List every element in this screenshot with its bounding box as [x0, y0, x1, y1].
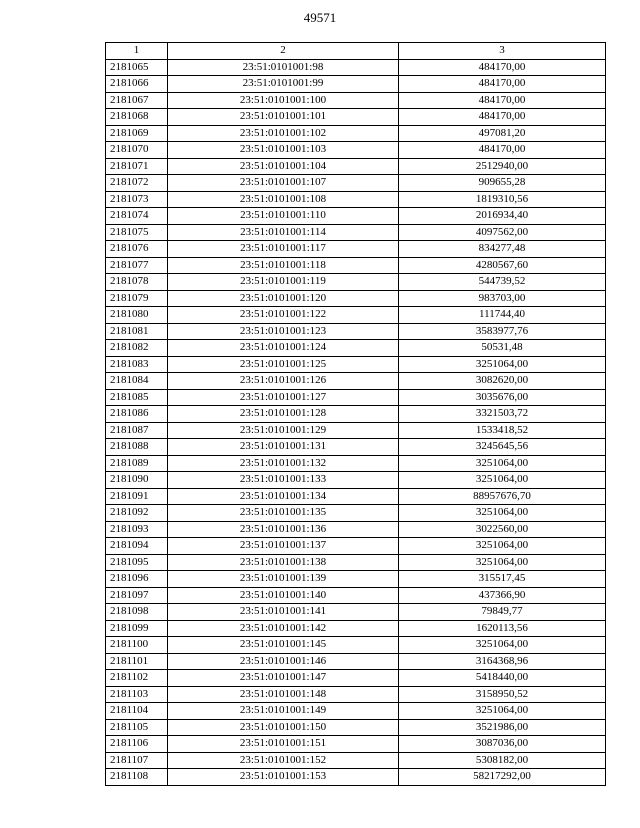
cadastral-number-cell: 23:51:0101001:119: [168, 274, 399, 291]
record-number-cell: 2181065: [106, 59, 168, 76]
record-number-cell: 2181080: [106, 307, 168, 324]
cadastral-number-cell: 23:51:0101001:101: [168, 109, 399, 126]
record-number-cell: 2181102: [106, 670, 168, 687]
record-number-cell: 2181083: [106, 356, 168, 373]
header-cell-2: 2: [168, 43, 399, 60]
page-number: 49571: [303, 10, 337, 25]
table-row: [106, 274, 606, 291]
table-row: [106, 307, 606, 324]
record-number-cell: 2181067: [106, 92, 168, 109]
record-number-cell: 2181086: [106, 406, 168, 423]
table-row: [106, 241, 606, 258]
cadastral-value-cell: 3583977,76: [399, 323, 606, 340]
record-number-cell: 2181106: [106, 736, 168, 753]
cadastral-value-cell: 3251064,00: [399, 637, 606, 654]
cadastral-value-cell: 3251064,00: [399, 505, 606, 522]
record-number-cell: 2181073: [106, 191, 168, 208]
header-cell-1: 1: [106, 43, 168, 60]
record-number-cell: 2181094: [106, 538, 168, 555]
cadastral-number-cell: 23:51:0101001:135: [168, 505, 399, 522]
table-row: [106, 703, 606, 720]
record-number-cell: 2181066: [106, 76, 168, 93]
cadastral-value-cell: 484170,00: [399, 59, 606, 76]
table-row: [106, 604, 606, 621]
cadastral-value-cell: 3251064,00: [399, 554, 606, 571]
table-row: [106, 175, 606, 192]
table-row: [106, 538, 606, 555]
table-row: [106, 257, 606, 274]
table-row: [106, 158, 606, 175]
cadastral-value-cell: 4280567,60: [399, 257, 606, 274]
record-number-cell: 2181103: [106, 686, 168, 703]
table-row: [106, 125, 606, 142]
record-number-cell: 2181084: [106, 373, 168, 390]
table-header: [106, 43, 606, 60]
cadastral-value-cell: 2016934,40: [399, 208, 606, 225]
cadastral-number-cell: 23:51:0101001:134: [168, 488, 399, 505]
table-row: [106, 752, 606, 769]
cadastral-value-cell: 1620113,56: [399, 620, 606, 637]
record-number-cell: 2181096: [106, 571, 168, 588]
record-number-cell: 2181093: [106, 521, 168, 538]
table-row: [106, 191, 606, 208]
cadastral-number-cell: 23:51:0101001:100: [168, 92, 399, 109]
cadastral-value-cell: 909655,28: [399, 175, 606, 192]
cadastral-value-cell: 983703,00: [399, 290, 606, 307]
cadastral-number-cell: 23:51:0101001:128: [168, 406, 399, 423]
record-number-cell: 2181087: [106, 422, 168, 439]
table-row: [106, 488, 606, 505]
table-row: [106, 571, 606, 588]
cadastral-value-cell: 497081,20: [399, 125, 606, 142]
record-number-cell: 2181098: [106, 604, 168, 621]
cadastral-value-cell: 4097562,00: [399, 224, 606, 241]
cadastral-value-cell: 88957676,70: [399, 488, 606, 505]
cadastral-number-cell: 23:51:0101001:129: [168, 422, 399, 439]
cadastral-number-cell: 23:51:0101001:149: [168, 703, 399, 720]
cadastral-number-cell: 23:51:0101001:141: [168, 604, 399, 621]
cadastral-number-cell: 23:51:0101001:125: [168, 356, 399, 373]
cadastral-number-cell: 23:51:0101001:117: [168, 241, 399, 258]
cadastral-value-cell: 79849,77: [399, 604, 606, 621]
cadastral-value-cell: 50531,48: [399, 340, 606, 357]
table-row: [106, 653, 606, 670]
cadastral-number-cell: 23:51:0101001:133: [168, 472, 399, 489]
cadastral-number-cell: 23:51:0101001:120: [168, 290, 399, 307]
table-row: [106, 455, 606, 472]
table-row: [106, 769, 606, 786]
table-row: [106, 373, 606, 390]
record-number-cell: 2181082: [106, 340, 168, 357]
cadastral-number-cell: 23:51:0101001:150: [168, 719, 399, 736]
cadastral-value-cell: 111744,40: [399, 307, 606, 324]
cadastral-value-cell: 5418440,00: [399, 670, 606, 687]
cadastral-value-cell: 1819310,56: [399, 191, 606, 208]
cadastral-value-cell: 3087036,00: [399, 736, 606, 753]
cadastral-number-cell: 23:51:0101001:108: [168, 191, 399, 208]
table-row: [106, 472, 606, 489]
table-row: [106, 422, 606, 439]
cadastral-number-cell: 23:51:0101001:98: [168, 59, 399, 76]
record-number-cell: 2181079: [106, 290, 168, 307]
record-number-cell: 2181085: [106, 389, 168, 406]
table-row: [106, 59, 606, 76]
cadastral-value-cell: 3251064,00: [399, 472, 606, 489]
table-row: [106, 719, 606, 736]
table-row: [106, 224, 606, 241]
table-body: [106, 59, 606, 785]
cadastral-value-cell: 3251064,00: [399, 455, 606, 472]
cadastral-number-cell: 23:51:0101001:103: [168, 142, 399, 159]
table-row: [106, 439, 606, 456]
record-number-cell: 2181068: [106, 109, 168, 126]
record-number-cell: 2181107: [106, 752, 168, 769]
record-number-cell: 2181108: [106, 769, 168, 786]
cadastral-number-cell: 23:51:0101001:147: [168, 670, 399, 687]
record-number-cell: 2181099: [106, 620, 168, 637]
header-row: [106, 43, 606, 60]
table-row: [106, 109, 606, 126]
cadastral-number-cell: 23:51:0101001:107: [168, 175, 399, 192]
cadastral-number-cell: 23:51:0101001:99: [168, 76, 399, 93]
cadastral-number-cell: 23:51:0101001:104: [168, 158, 399, 175]
cadastral-value-cell: 484170,00: [399, 92, 606, 109]
table-row: [106, 686, 606, 703]
record-number-cell: 2181076: [106, 241, 168, 258]
cadastral-number-cell: 23:51:0101001:145: [168, 637, 399, 654]
cadastral-number-cell: 23:51:0101001:118: [168, 257, 399, 274]
record-number-cell: 2181088: [106, 439, 168, 456]
record-number-cell: 2181071: [106, 158, 168, 175]
record-number-cell: 2181070: [106, 142, 168, 159]
cadastral-number-cell: 23:51:0101001:137: [168, 538, 399, 555]
header-cell-3: 3: [399, 43, 606, 60]
record-number-cell: 2181078: [106, 274, 168, 291]
cadastral-value-cell: 3035676,00: [399, 389, 606, 406]
record-number-cell: 2181089: [106, 455, 168, 472]
cadastral-number-cell: 23:51:0101001:148: [168, 686, 399, 703]
table-row: [106, 356, 606, 373]
table-row: [106, 637, 606, 654]
table-row: [106, 340, 606, 357]
table-row: [106, 389, 606, 406]
table-row: [106, 92, 606, 109]
record-number-cell: 2181081: [106, 323, 168, 340]
cadastral-value-cell: 3251064,00: [399, 703, 606, 720]
cadastral-number-cell: 23:51:0101001:152: [168, 752, 399, 769]
cadastral-value-cell: 484170,00: [399, 76, 606, 93]
cadastral-number-cell: 23:51:0101001:131: [168, 439, 399, 456]
cadastral-number-cell: 23:51:0101001:126: [168, 373, 399, 390]
table-row: [106, 736, 606, 753]
cadastral-number-cell: 23:51:0101001:138: [168, 554, 399, 571]
record-number-cell: 2181101: [106, 653, 168, 670]
record-number-cell: 2181092: [106, 505, 168, 522]
record-number-cell: 2181100: [106, 637, 168, 654]
cadastral-value-cell: 3022560,00: [399, 521, 606, 538]
cadastral-value-cell: 3164368,96: [399, 653, 606, 670]
cadastral-value-cell: 3521986,00: [399, 719, 606, 736]
table-row: [106, 505, 606, 522]
record-number-cell: 2181074: [106, 208, 168, 225]
cadastral-value-cell: 315517,45: [399, 571, 606, 588]
cadastral-value-cell: 3158950,52: [399, 686, 606, 703]
cadastral-number-cell: 23:51:0101001:123: [168, 323, 399, 340]
cadastral-number-cell: 23:51:0101001:146: [168, 653, 399, 670]
cadastral-number-cell: 23:51:0101001:114: [168, 224, 399, 241]
cadastral-number-cell: 23:51:0101001:142: [168, 620, 399, 637]
record-number-cell: 2181069: [106, 125, 168, 142]
record-number-cell: 2181097: [106, 587, 168, 604]
cadastral-number-cell: 23:51:0101001:124: [168, 340, 399, 357]
cadastral-number-cell: 23:51:0101001:110: [168, 208, 399, 225]
cadastral-number-cell: 23:51:0101001:122: [168, 307, 399, 324]
table-row: [106, 142, 606, 159]
table-row: [106, 670, 606, 687]
cadastral-number-cell: 23:51:0101001:139: [168, 571, 399, 588]
record-number-cell: 2181075: [106, 224, 168, 241]
record-number-cell: 2181104: [106, 703, 168, 720]
record-number-cell: 2181077: [106, 257, 168, 274]
cadastral-value-cell: 3251064,00: [399, 538, 606, 555]
table-row: [106, 521, 606, 538]
table-row: [106, 290, 606, 307]
record-number-cell: 2181090: [106, 472, 168, 489]
cadastral-value-cell: 437366,90: [399, 587, 606, 604]
cadastral-number-cell: 23:51:0101001:132: [168, 455, 399, 472]
table-row: [106, 406, 606, 423]
registry-table: [105, 42, 606, 786]
cadastral-number-cell: 23:51:0101001:136: [168, 521, 399, 538]
cadastral-number-cell: 23:51:0101001:102: [168, 125, 399, 142]
cadastral-value-cell: 1533418,52: [399, 422, 606, 439]
cadastral-value-cell: 3251064,00: [399, 356, 606, 373]
table-row: [106, 323, 606, 340]
cadastral-value-cell: 484170,00: [399, 142, 606, 159]
record-number-cell: 2181095: [106, 554, 168, 571]
cadastral-number-cell: 23:51:0101001:127: [168, 389, 399, 406]
table-row: [106, 554, 606, 571]
cadastral-value-cell: 3321503,72: [399, 406, 606, 423]
table-row: [106, 208, 606, 225]
cadastral-value-cell: 484170,00: [399, 109, 606, 126]
table-row: [106, 587, 606, 604]
cadastral-value-cell: 58217292,00: [399, 769, 606, 786]
record-number-cell: 2181072: [106, 175, 168, 192]
cadastral-number-cell: 23:51:0101001:151: [168, 736, 399, 753]
cadastral-number-cell: 23:51:0101001:140: [168, 587, 399, 604]
cadastral-value-cell: 544739,52: [399, 274, 606, 291]
cadastral-number-cell: 23:51:0101001:153: [168, 769, 399, 786]
cadastral-value-cell: 3245645,56: [399, 439, 606, 456]
record-number-cell: 2181105: [106, 719, 168, 736]
record-number-cell: 2181091: [106, 488, 168, 505]
table-row: [106, 76, 606, 93]
cadastral-value-cell: 834277,48: [399, 241, 606, 258]
cadastral-value-cell: 3082620,00: [399, 373, 606, 390]
cadastral-value-cell: 5308182,00: [399, 752, 606, 769]
table-row: [106, 620, 606, 637]
cadastral-value-cell: 2512940,00: [399, 158, 606, 175]
